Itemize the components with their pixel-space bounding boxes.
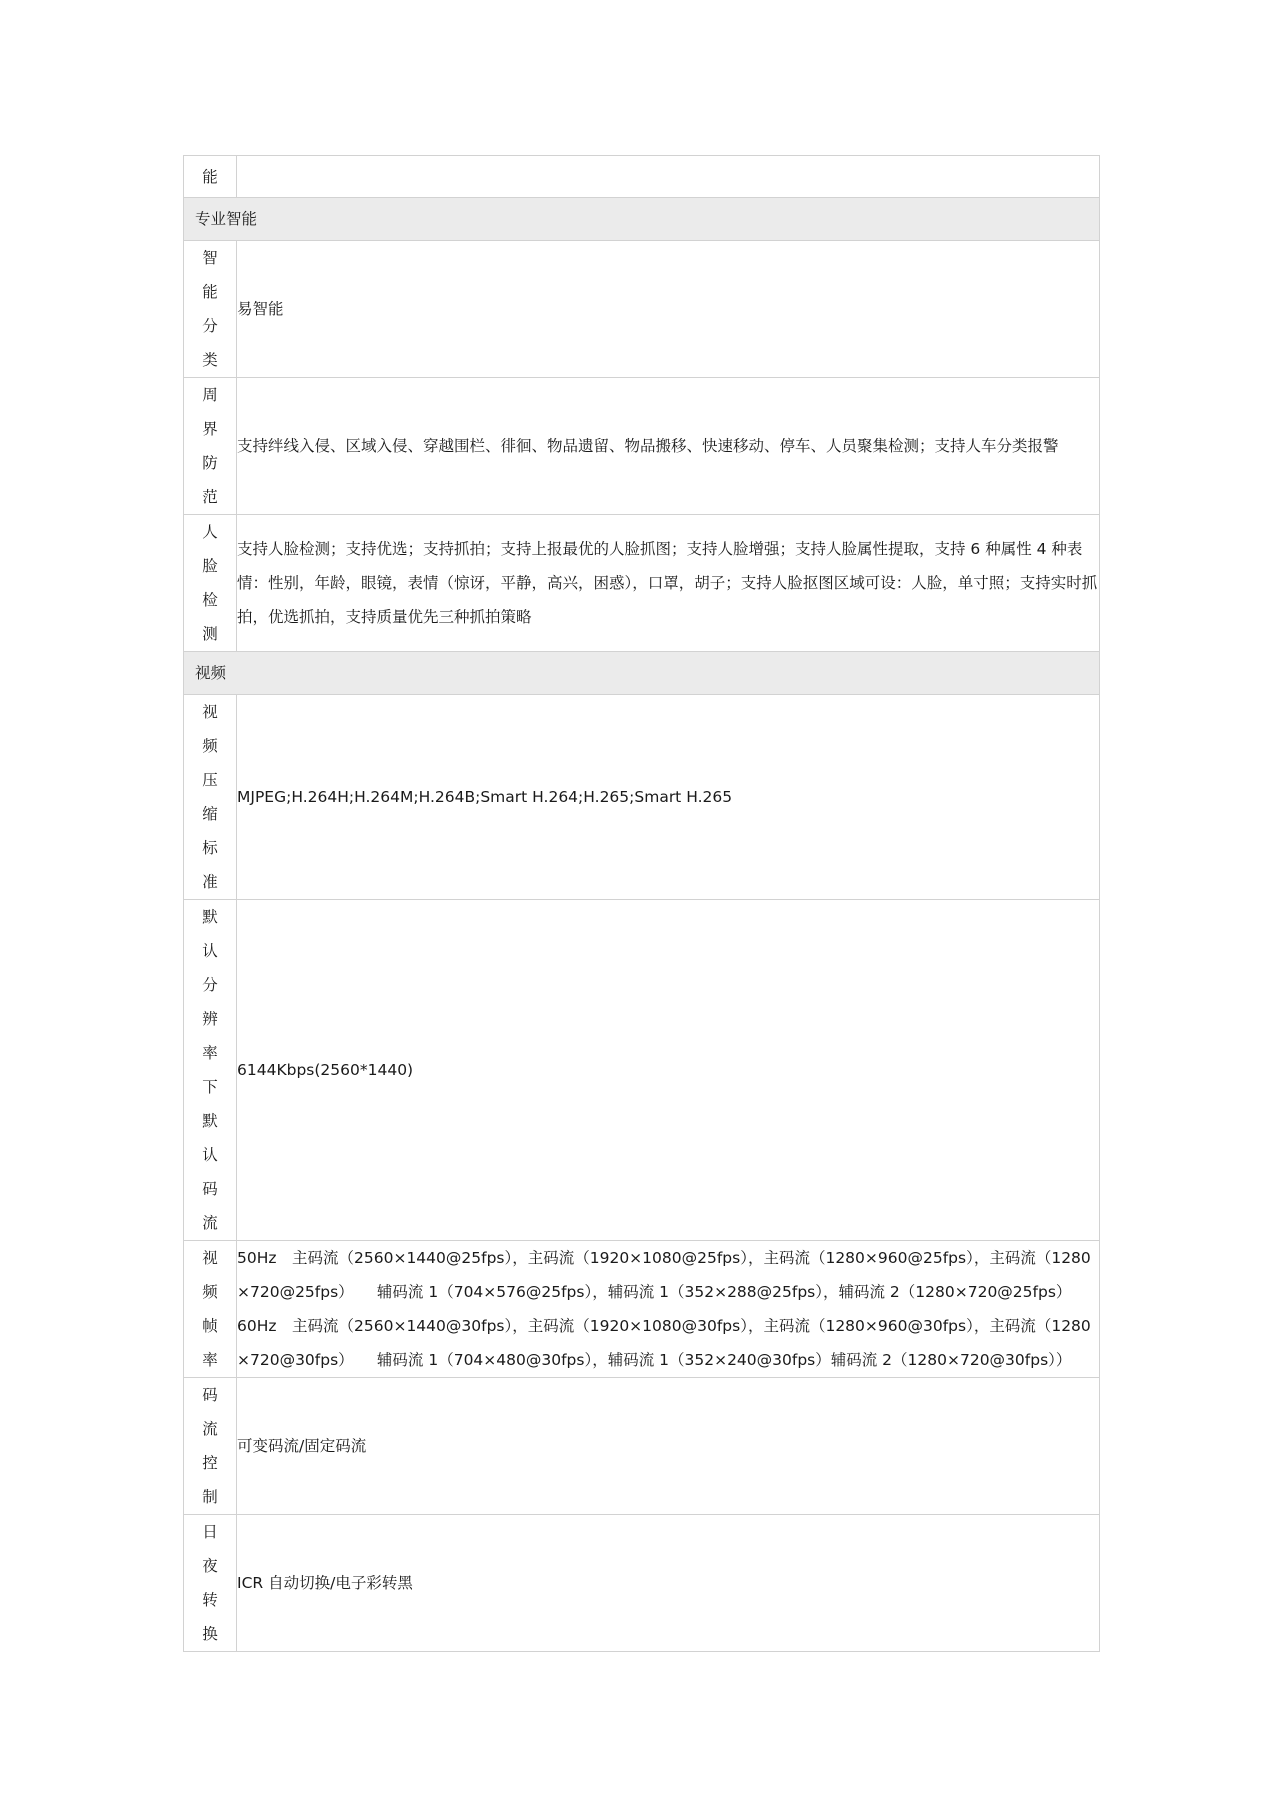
row-label-text: 码流控制: [202, 1386, 218, 1506]
row-value: [237, 515, 1100, 652]
row-label: [184, 900, 237, 1241]
row-label: [184, 1241, 237, 1378]
row-label-text: 能: [202, 167, 218, 186]
row-label: [184, 156, 237, 198]
row-label-text: 人脸检测: [202, 523, 218, 643]
spec-row-video-compression: [184, 695, 1100, 900]
row-value-text-60hz: 60Hz 主码流（2560×1440@30fps），主码流（1920×1080@30fps），主码流（1280×960@30fps），主码流（1280×720@30fps） 辅码流 1（704×480@30fps），辅码流 1（352×240@30fps）辅码流 2（1280×720@30fps））: [237, 1317, 1091, 1369]
spec-row-perimeter: [184, 378, 1100, 515]
row-label: [184, 241, 237, 378]
row-value-text: 6144Kbps(2560*1440): [237, 1061, 414, 1079]
row-label: [184, 1378, 237, 1515]
row-label-text: 智能分类: [202, 249, 218, 369]
spec-row-smart-category: [184, 241, 1100, 378]
row-label-text: 视频压缩标准: [202, 703, 218, 891]
section-row-video: [184, 652, 1100, 695]
spec-row-continued: [184, 156, 1100, 198]
row-label-text: 日夜转换: [202, 1523, 218, 1643]
row-value-text: 支持绊线入侵、区域入侵、穿越围栏、徘徊、物品遗留、物品搬移、快速移动、停车、人员聚集检测；支持人车分类报警: [237, 437, 1059, 455]
spec-page: [183, 155, 1099, 1652]
spec-row-frame-rate: [184, 1241, 1100, 1378]
row-label: [184, 695, 237, 900]
row-value-text: 易智能: [237, 300, 284, 318]
row-label-text: 视频帧率: [202, 1249, 218, 1369]
row-label: [184, 1515, 237, 1652]
spec-row-day-night: [184, 1515, 1100, 1652]
row-label: [184, 378, 237, 515]
row-value: [237, 1241, 1100, 1378]
spec-row-default-bitrate: [184, 900, 1100, 1241]
row-value-text: ICR 自动切换/电子彩转黑: [237, 1574, 413, 1592]
row-value-text-50hz: 50Hz 主码流（2560×1440@25fps），主码流（1920×1080@25fps），主码流（1280×960@25fps），主码流（1280×720@25fps） 辅码流 1（704×576@25fps），辅码流 1（352×288@25fps），辅码流 2（1280×720@25fps）: [237, 1249, 1091, 1301]
spec-row-bitrate-control: [184, 1378, 1100, 1515]
row-value-text: 可变码流/固定码流: [237, 1437, 367, 1455]
section-title: 视频: [184, 652, 1100, 695]
section-row-smart: [184, 198, 1100, 241]
row-value-text: 支持人脸检测；支持优选；支持抓拍；支持上报最优的人脸抓图；支持人脸增强；支持人脸属性提取，支持 6 种属性 4 种表情：性别，年龄，眼镜，表情（惊讶，平静，高兴，困惑），口罩，胡子；支持人脸抠图区域可设：人脸，单寸照；支持实时抓拍，优选抓拍，支持质量优先三种抓拍策略: [237, 540, 1098, 626]
row-value: [237, 241, 1100, 378]
row-value: [237, 156, 1100, 198]
section-title: 专业智能: [184, 198, 1100, 241]
row-value: [237, 695, 1100, 900]
row-label-text: 周界防范: [202, 386, 218, 506]
spec-table: [183, 155, 1100, 1652]
row-value-text: MJPEG;H.264H;H.264M;H.264B;Smart H.264;H.265;Smart H.265: [237, 788, 733, 806]
row-value: [237, 1378, 1100, 1515]
row-label-text: 默认分辨率下默认码流: [202, 908, 218, 1232]
spec-row-face-detection: [184, 515, 1100, 652]
row-label: [184, 515, 237, 652]
row-value: [237, 378, 1100, 515]
row-value: [237, 1515, 1100, 1652]
row-value: [237, 900, 1100, 1241]
